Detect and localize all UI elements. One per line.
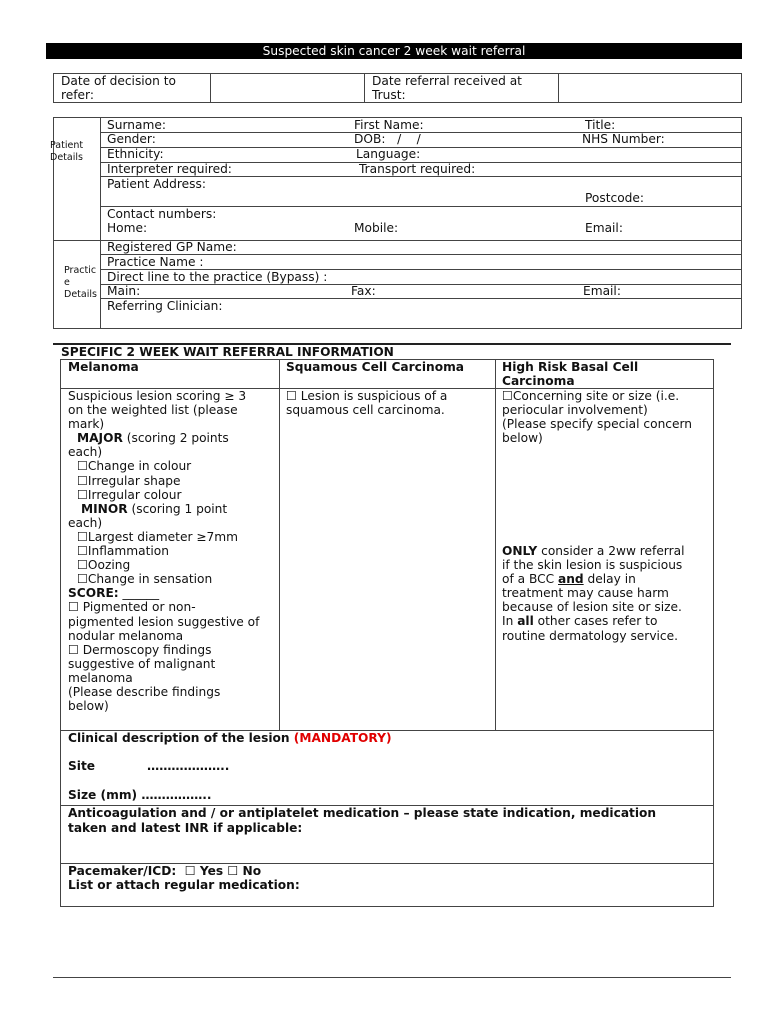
postcode-label: Postcode: <box>585 191 644 205</box>
practice-section-label-2: e <box>64 277 70 288</box>
contact-numbers-label: Contact numbers: <box>107 207 217 221</box>
scc-header: Squamous Cell Carcinoma <box>286 360 465 374</box>
minor-item-oozing[interactable]: ☐Oozing <box>77 558 131 573</box>
minor-item-sensation[interactable]: ☐Change in sensation <box>77 572 213 587</box>
dermoscopy-checkbox[interactable]: ☐ Dermoscopy findings <box>68 642 212 657</box>
decision-date-field[interactable] <box>211 74 363 102</box>
ethnicity-label: Ethnicity: <box>107 147 164 161</box>
melanoma-header: Melanoma <box>68 360 139 374</box>
received-date-label-2: Trust: <box>372 88 406 102</box>
bcc-header: High Risk Basal Cell <box>502 360 639 374</box>
bcc-header-2: Carcinoma <box>502 374 575 388</box>
practice-section-label-3: Details <box>64 289 97 300</box>
main-phone-label: Main: <box>107 284 141 298</box>
practice-section-label: Practic <box>64 265 97 276</box>
decision-date-label: Date of decision to <box>61 74 176 88</box>
fax-label: Fax: <box>351 284 376 298</box>
email-label: Email: <box>585 221 623 235</box>
anticoagulation-label: Anticoagulation and / or antiplatelet medication – please state indication, medication <box>68 806 657 820</box>
scc-criteria: ☐ Lesion is suspicious of a squamous cell carcinoma. <box>286 389 491 417</box>
date-table <box>53 73 742 103</box>
practice-email-label: Email: <box>583 284 621 298</box>
nhs-number-label: NHS Number: <box>582 132 665 146</box>
title-label: Title: <box>585 118 616 132</box>
address-label: Patient Address: <box>107 177 206 191</box>
received-date-field[interactable] <box>559 74 741 102</box>
interpreter-label: Interpreter required: <box>107 162 232 176</box>
first-name-label: First Name: <box>354 118 424 132</box>
minor-item-diameter[interactable]: ☐Largest diameter ≥7mm <box>77 529 239 544</box>
direct-line-label: Direct line to the practice (Bypass) : <box>107 270 328 284</box>
form-title: Suspected skin cancer 2 week wait referral <box>46 43 742 59</box>
minor-item-inflammation[interactable]: ☐Inflammation <box>77 544 169 559</box>
clinical-description-label: Clinical description of the lesion (MANDATORY) <box>68 731 392 745</box>
major-item-shape[interactable]: ☐Irregular shape <box>77 473 181 488</box>
referral-criteria-table <box>60 359 714 907</box>
patient-practice-table <box>50 117 742 329</box>
pigmented-checkbox[interactable]: ☐ Pigmented or non- <box>68 600 196 615</box>
melanoma-criteria: Suspicious lesion scoring ≥ 3 on the weighted list (please mark) MAJOR (scoring 2 points each) ☐Change in colour ☐Irregular shape ☐Irregular colour MINOR (scoring 1 point each) ☐Largest diameter ≥7mm ☐Inflammation ☐Oozing ☐Change in sensation SCORE: ______ ☐ Pigmented or non- pigmented lesion suggestive of nodular melanoma ☐ Dermoscopy findings suggestive of malignant melanoma (Please describe findings below) <box>68 389 278 713</box>
bcc-guidance: ONLY consider a 2ww referral if the skin lesion is suspicious of a BCC and delay in treatment may cause harm because of lesion site or size. In all other cases refer to routine dermatology service. <box>502 544 685 643</box>
bcc-checkbox[interactable]: ☐Concerning site or size (i.e. <box>502 389 680 403</box>
site-label: Site <box>68 759 96 773</box>
gp-name-label: Registered GP Name: <box>107 240 237 254</box>
major-item-irregular-colour[interactable]: ☐Irregular colour <box>77 487 182 502</box>
referring-clinician-label: Referring Clinician: <box>107 299 223 313</box>
size-field[interactable]: Size (mm) …………….. <box>68 788 212 802</box>
medication-label: List or attach regular medication: <box>68 878 300 892</box>
mobile-label: Mobile: <box>354 221 399 235</box>
patient-section-label-2: Details <box>50 152 83 163</box>
practice-name-label: Practice Name : <box>107 255 204 269</box>
bcc-criteria: ☐Concerning site or size (i.e. periocular involvement) (Please specify special concern below) <box>502 389 714 445</box>
site-field[interactable]: ……………….. <box>147 759 230 773</box>
dob-label: DOB: / / <box>354 132 421 146</box>
decision-date-label-2: refer: <box>61 88 94 102</box>
received-date-label: Date referral received at <box>372 74 522 88</box>
specific-heading: SPECIFIC 2 WEEK WAIT REFERRAL INFORMATION <box>61 345 394 359</box>
pacemaker-checkboxes[interactable]: Pacemaker/ICD: ☐ Yes ☐ No <box>68 864 262 878</box>
home-phone-label: Home: <box>107 221 148 235</box>
anticoagulation-label-2: taken and latest INR if applicable: <box>68 821 303 835</box>
score-field[interactable]: SCORE: ______ <box>68 586 160 601</box>
patient-section-label: Patient <box>50 140 84 151</box>
surname-label: Surname: <box>107 118 166 132</box>
transport-label: Transport required: <box>359 162 476 176</box>
language-label: Language: <box>356 147 421 161</box>
major-item-colour[interactable]: ☐Change in colour <box>77 459 192 474</box>
gender-label: Gender: <box>107 132 156 146</box>
footer-divider <box>53 977 731 978</box>
scc-checkbox[interactable]: ☐ Lesion is suspicious of a <box>286 389 448 403</box>
